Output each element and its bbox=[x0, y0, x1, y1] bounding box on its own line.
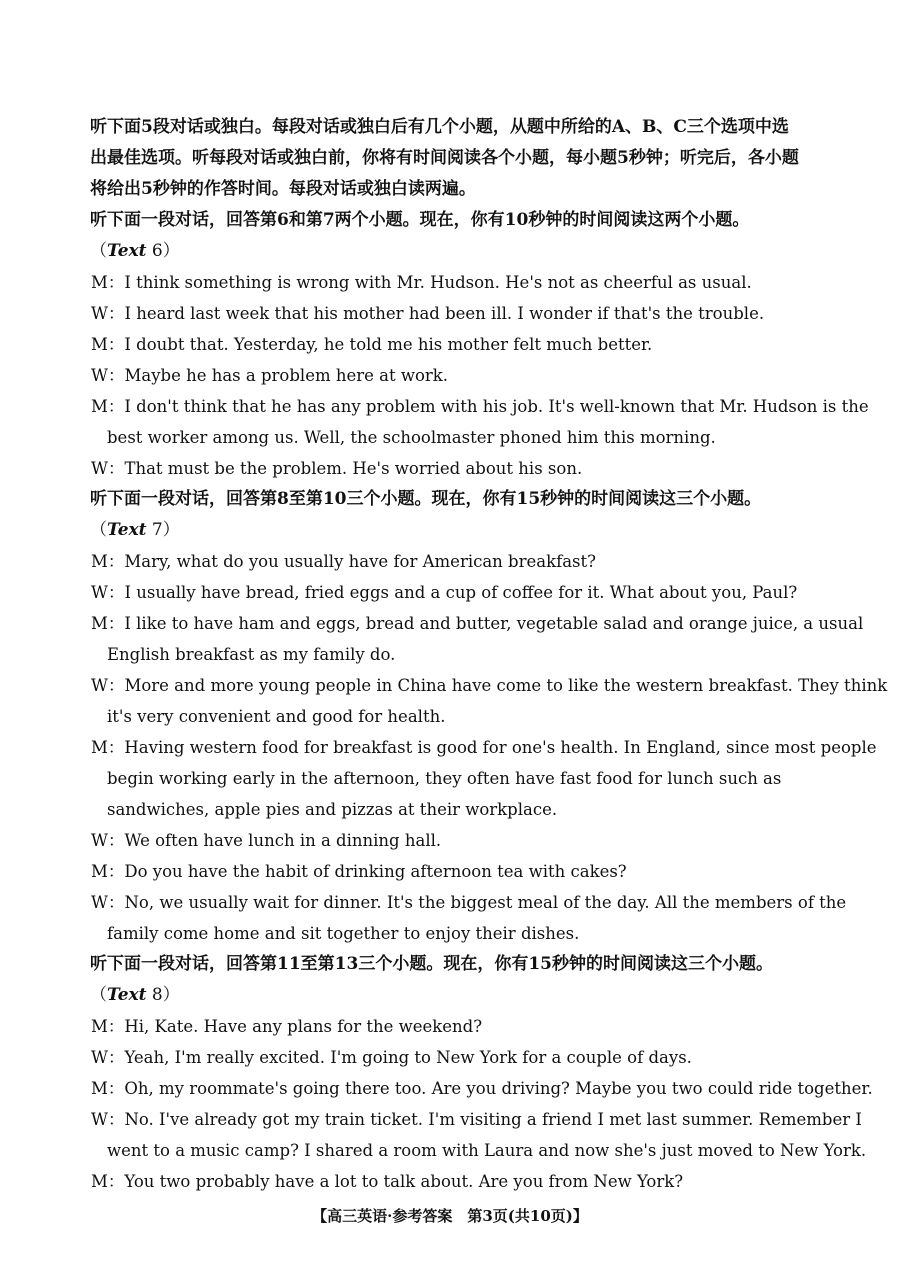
label-close: ） bbox=[162, 241, 180, 261]
text-label bbox=[0, 515, 900, 546]
dialogue-line: W：More and more young people in China have come to like the western breakfast. They think bbox=[91, 676, 888, 695]
label-word: Text bbox=[107, 985, 147, 1005]
dialogue-line: W：I heard last week that his mother had been ill. I wonder if that's the trouble. bbox=[91, 304, 765, 323]
intro-line-2: 出最佳选项。听每段对话或独白前，你将有时间阅读各个小题，每小题5秒钟；听完后，各小题 bbox=[90, 148, 799, 168]
intro-line-3: 将给出5秒钟的作答时间。每段对话或独白读两遍。 bbox=[90, 179, 476, 199]
label-word: Text bbox=[107, 241, 147, 261]
label-number: 7 bbox=[146, 520, 163, 540]
section-instruction: 听下面一段对话，回答第8至第10三个小题。现在，你有15秒钟的时间阅读这三个小题。 bbox=[90, 489, 762, 509]
dialogue-line: M：I don't think that he has any problem with his job. It's well-known that Mr. Hudson is the bbox=[91, 397, 869, 416]
page-content bbox=[0, 112, 900, 1197]
dialogue-line-continued: went to a music camp? I shared a room with Laura and now she's just moved to New York. bbox=[107, 1141, 867, 1160]
dialogue-line: M：Do you have the habit of drinking afternoon tea with cakes? bbox=[91, 862, 627, 881]
dialogue-line: W：We often have lunch in a dinning hall. bbox=[91, 831, 442, 850]
text-label bbox=[0, 980, 900, 1011]
dialogue-line: M：I think something is wrong with Mr. Hudson. He's not as cheerful as usual. bbox=[91, 273, 752, 292]
dialogue-line: M：I like to have ham and eggs, bread and butter, vegetable salad and orange juice, a usual bbox=[91, 614, 864, 633]
dialogue-line: M：I doubt that. Yesterday, he told me his mother felt much better. bbox=[91, 335, 653, 354]
dialogue-line: W：No. I've already got my train ticket. I'm visiting a friend I met last summer. Remember I bbox=[91, 1110, 862, 1129]
label-word: Text bbox=[107, 520, 147, 540]
section-instruction: 听下面一段对话，回答第6和第7两个小题。现在，你有10秒钟的时间阅读这两个小题。 bbox=[90, 210, 750, 230]
dialogue-line-continued: family come home and sit together to enjoy their dishes. bbox=[107, 924, 580, 943]
dialogue-line: M：Oh, my roommate's going there too. Are you driving? Maybe you two could ride together. bbox=[91, 1079, 873, 1098]
dialogue-line: W：That must be the problem. He's worried about his son. bbox=[91, 459, 583, 478]
label-number: 8 bbox=[146, 985, 163, 1005]
dialogue-line: M：Hi, Kate. Have any plans for the weekend? bbox=[91, 1017, 483, 1036]
dialogue-line-continued: it's very convenient and good for health. bbox=[107, 707, 446, 726]
text-label bbox=[0, 236, 900, 267]
section-instruction: 听下面一段对话，回答第11至第13三个小题。现在，你有15秒钟的时间阅读这三个小题。 bbox=[90, 954, 773, 974]
dialogue-line: W：Yeah, I'm really excited. I'm going to New York for a couple of days. bbox=[91, 1048, 692, 1067]
label-close: ） bbox=[162, 520, 180, 540]
dialogue-line: M：Mary, what do you usually have for American breakfast? bbox=[91, 552, 596, 571]
dialogue-line-continued: best worker among us. Well, the schoolmaster phoned him this morning. bbox=[107, 428, 716, 447]
dialogue-line: W：I usually have bread, fried eggs and a cup of coffee for it. What about you, Paul? bbox=[91, 583, 798, 602]
label-open: （ bbox=[90, 241, 107, 261]
dialogue-line: W：Maybe he has a problem here at work. bbox=[91, 366, 449, 385]
intro-line-1: 听下面5段对话或独白。每段对话或独白后有几个小题，从题中所给的A、B、C三个选项中选 bbox=[90, 117, 789, 137]
page-footer: 【高三英语·参考答案 第3页(共10页)】 bbox=[312, 1207, 588, 1225]
dialogue-line-continued: English breakfast as my family do. bbox=[107, 645, 396, 664]
dialogue-line-continued: begin working early in the afternoon, they often have fast food for lunch such as bbox=[107, 769, 782, 788]
dialogue-line-continued: sandwiches, apple pies and pizzas at their workplace. bbox=[107, 800, 558, 819]
dialogue-line: M：You two probably have a lot to talk about. Are you from New York? bbox=[91, 1172, 684, 1191]
dialogue-line: M：Having western food for breakfast is good for one's health. In England, since most people bbox=[91, 738, 877, 757]
dialogue-line: W：No, we usually wait for dinner. It's the biggest meal of the day. All the members of the bbox=[91, 893, 847, 912]
label-open: （ bbox=[90, 520, 107, 540]
label-number: 6 bbox=[146, 241, 163, 261]
label-close: ） bbox=[162, 985, 180, 1005]
label-open: （ bbox=[90, 985, 107, 1005]
